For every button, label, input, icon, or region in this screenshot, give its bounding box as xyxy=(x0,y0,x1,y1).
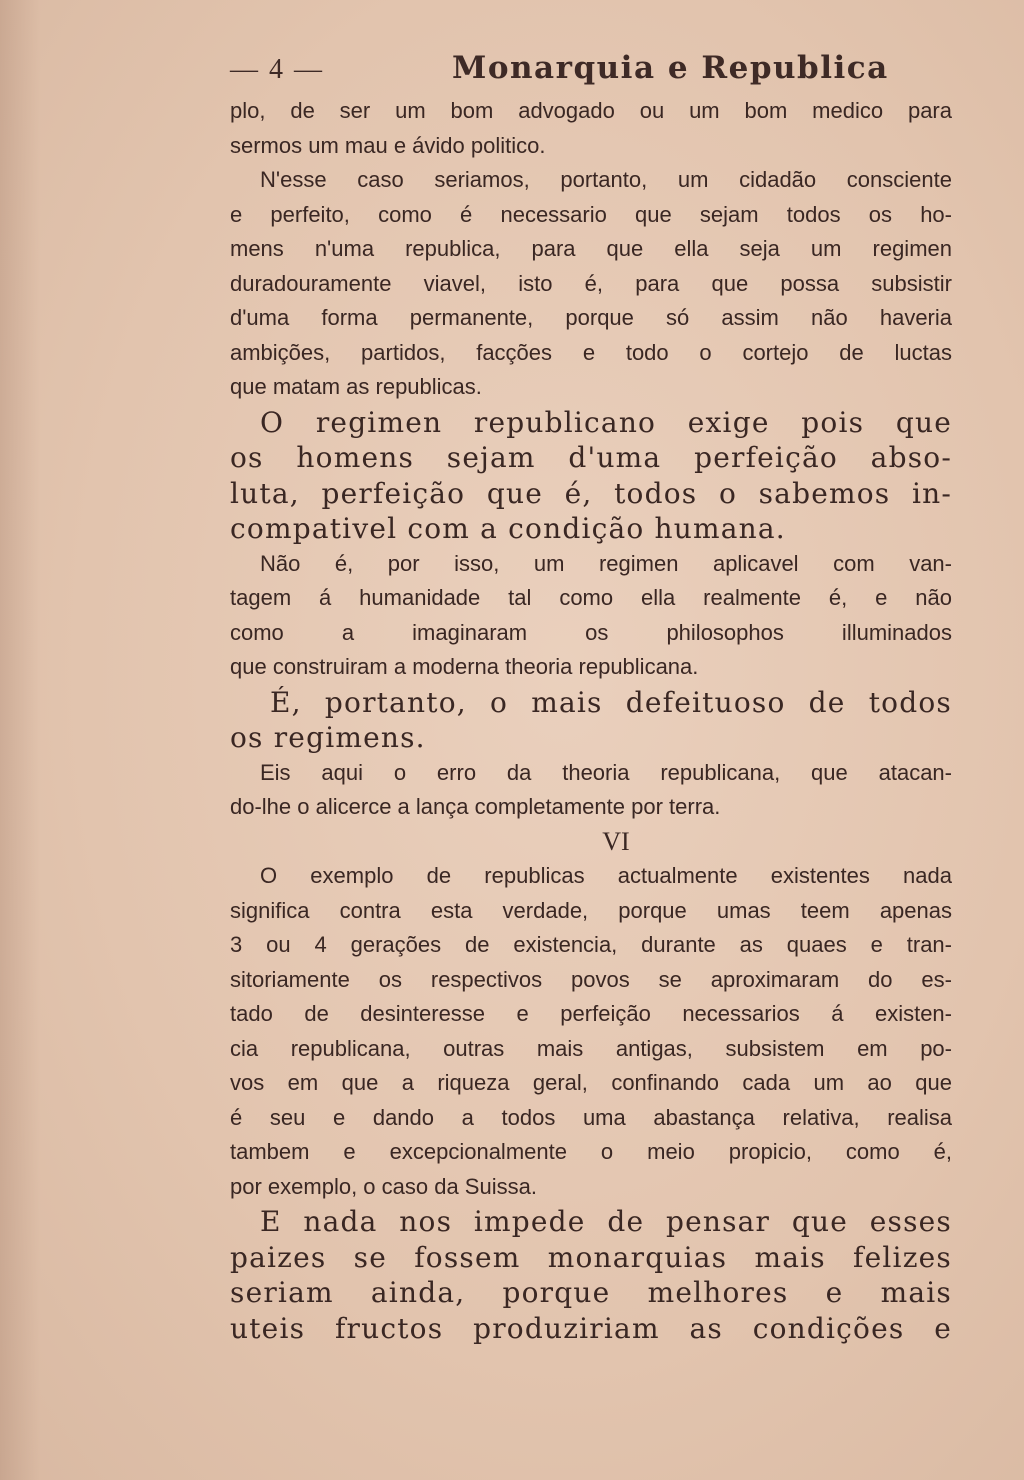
text-line: tado de desinteresse e perfeição necessarios á existen- xyxy=(230,1001,952,1026)
running-header xyxy=(230,50,960,98)
text-line: cia republicana, outras mais antigas, subsistem em po- xyxy=(230,1035,952,1061)
text-line: vos em que a riqueza geral, confinando cada um ao que xyxy=(230,1070,952,1095)
emphasis-line: compativel com a condição humana. xyxy=(230,512,786,545)
text-line: O exemplo de republicas actualmente existentes nada xyxy=(260,863,952,888)
page-body xyxy=(230,94,952,1346)
page-number: — 4 — xyxy=(230,54,324,85)
emphasis-line: os homens sejam d'uma perfeição abso- xyxy=(230,441,952,474)
text-line: é seu e dando a todos uma abastança relativa, realisa xyxy=(230,1104,952,1130)
emphasis-line: uteis fructos produziriam as condições e xyxy=(230,1311,952,1345)
text-line: significa contra esta verdade, porque umas teem apenas xyxy=(230,897,952,923)
text-line: como a imaginaram os philosophos illuminados xyxy=(230,619,952,645)
emphasis-line: O regimen republicano exige pois que xyxy=(260,405,952,439)
text-line: sitoriamente os respectivos povos se aproximaram do es- xyxy=(230,966,952,992)
emphasis-line: os regimens. xyxy=(230,721,426,754)
text-line: 3 ou 4 gerações de existencia, durante as quaes e tran- xyxy=(230,932,952,957)
text-line: plo, de ser um bom advogado ou um bom medico para xyxy=(230,98,952,123)
text-line: mens n'uma republica, para que ella seja um regimen xyxy=(230,236,952,261)
text-line: N'esse caso seriamos, portanto, um cidadão consciente xyxy=(260,167,952,192)
text-line: do-lhe o alicerce a lança completamente por terra. xyxy=(230,794,721,819)
emphasis-line: E nada nos impede de pensar que esses xyxy=(260,1205,952,1238)
text-line: e perfeito, como é necessario que sejam todos os ho- xyxy=(230,201,952,227)
page-edge-shadow xyxy=(0,0,40,1480)
text-line: Não é, por isso, um regimen aplicavel com van- xyxy=(260,550,952,576)
text-line: tambem e excepcionalmente o meio propicio, como é, xyxy=(230,1139,952,1164)
text-line: sermos um mau e ávido politico. xyxy=(230,132,546,158)
text-line: ambições, partidos, facções e todo o cortejo de luctas xyxy=(230,339,952,365)
emphasis-line: seriam ainda, porque melhores e mais xyxy=(230,1276,952,1309)
emphasis-line: paizes se fossem monarquias mais felizes xyxy=(230,1240,952,1274)
text-line: Eis aqui o erro da theoria republicana, que atacan- xyxy=(260,759,952,785)
emphasis-line: É, portanto, o mais defeituoso de todos xyxy=(270,685,952,719)
book-title: Monarquia e Republica xyxy=(452,50,889,86)
emphasis-line: luta, perfeição que é, todos o sabemos in- xyxy=(230,476,952,510)
text-line: tagem á humanidade tal como ella realmente é, e não xyxy=(230,585,952,610)
text-line: que construiram a moderna theoria republicana. xyxy=(230,654,699,679)
text-line: duradouramente viavel, isto é, para que possa subsistir xyxy=(230,270,952,296)
text-line: que matam as republicas. xyxy=(230,374,482,399)
text-line: por exemplo, o caso da Suissa. xyxy=(230,1173,537,1199)
text-line: d'uma forma permanente, porque só assim não haveria xyxy=(230,305,952,330)
section-heading: VI xyxy=(602,826,630,856)
